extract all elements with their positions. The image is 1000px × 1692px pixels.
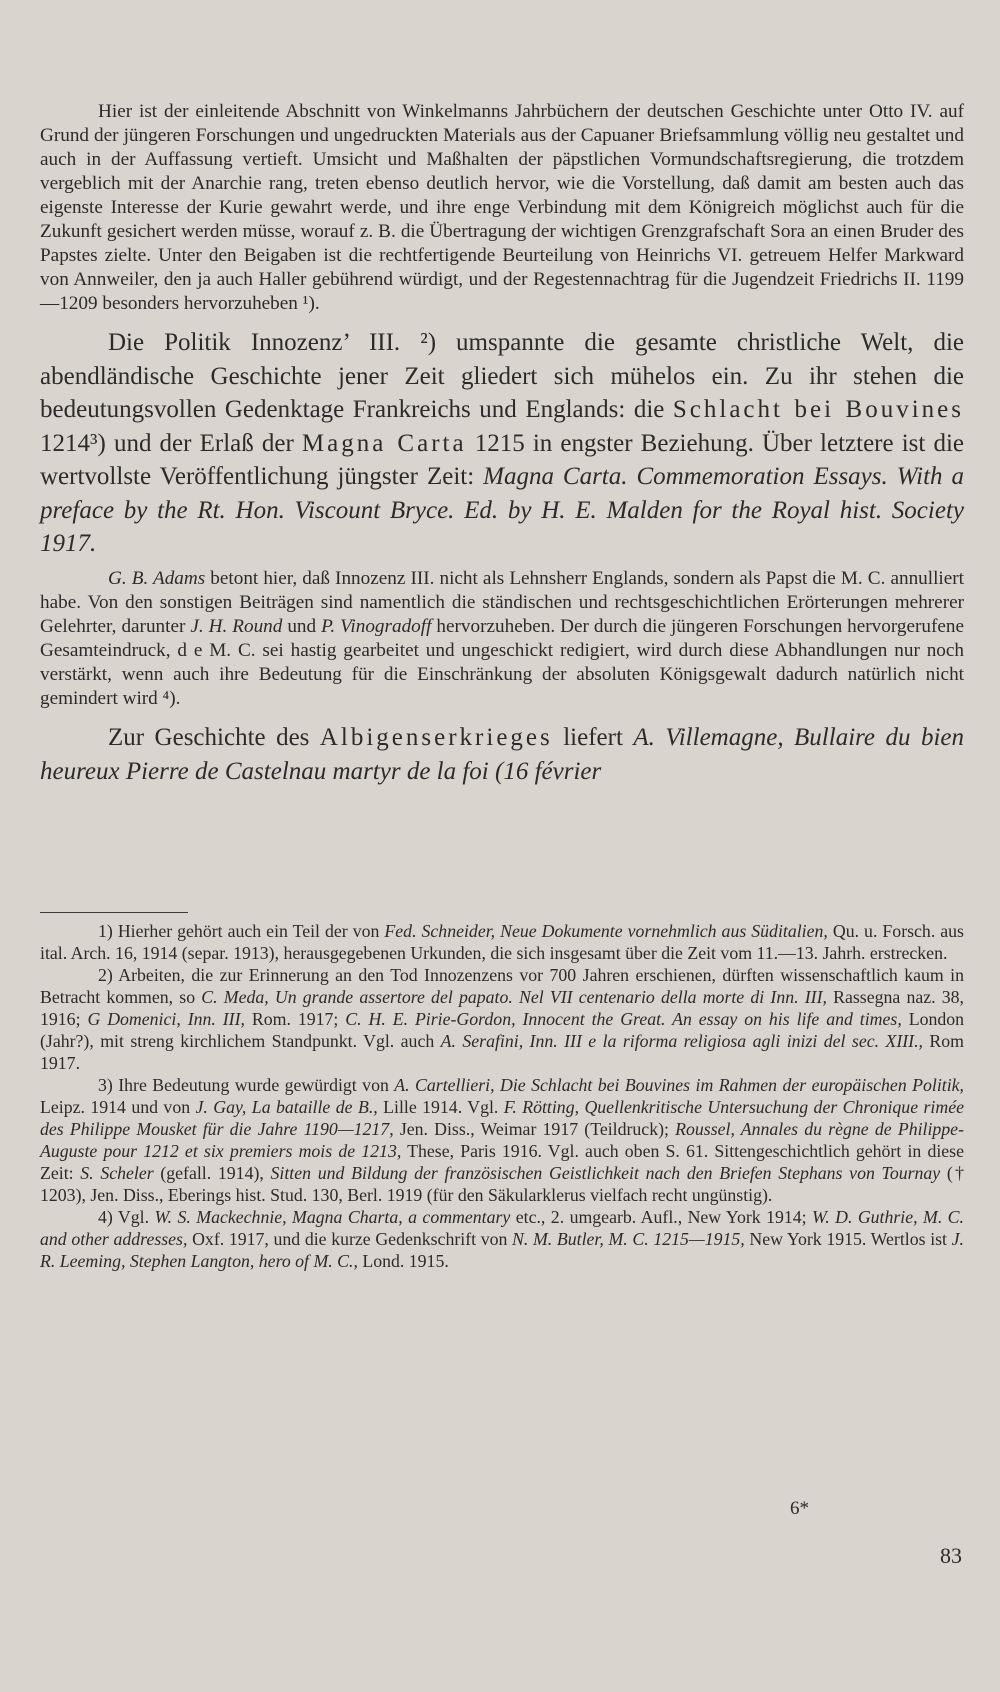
author-name: S. Scheler [80, 1163, 154, 1183]
paragraph-innozenz-politik [40, 326, 964, 561]
italic-citation: A. Villemagne, Bullaire du bien heureux Pierre de Castelnau martyr de la foi (16 février [40, 723, 964, 785]
text-run: Rom. 1917; [244, 1009, 346, 1029]
text-run: (gefall. 1914), [153, 1163, 271, 1183]
text-run: Oxf. 1917, und die kurze Gedenkschrift von [187, 1229, 513, 1249]
author-name: P. Vinogradoff [321, 615, 432, 637]
text-run: Leipz. 1914 und von [40, 1097, 196, 1117]
text-run: London (Jahr?), mit streng kirchlichem Standpunkt. Vgl. auch [40, 1009, 965, 1051]
italic-citation: Roussel, Annales du règne de Philippe-Auguste pour 1212 et six premiers mois de 1213, [40, 1119, 964, 1161]
italic-citation: Fed. Schneider, Neue Dokumente vornehmlich aus Süditalien, [384, 921, 828, 941]
text-run: Rassegna naz. 38, 1916; [40, 987, 964, 1029]
author-name: G. B. Adams [108, 567, 206, 589]
italic-citation: J. Gay, La bataille de B., [195, 1097, 378, 1117]
footnote-3 [40, 1074, 964, 1206]
text-run: 4) Vgl. [98, 1207, 155, 1227]
text-run: 1215 in engster Beziehung. Über letztere ist die wertvollste Veröffentlichung jüngster Zeit: [40, 429, 964, 490]
text-run: Lond. 1915. [357, 1251, 449, 1271]
text-run: Lille 1914. Vgl. [377, 1097, 504, 1117]
footnote-4 [40, 1206, 964, 1272]
italic-citation: J. R. Leeming, Stephen Langton, hero of M. C., [40, 1229, 964, 1271]
text-run: 1) Hierher gehört auch ein Teil der von [98, 921, 385, 941]
text-run: Zur Geschichte des [108, 723, 320, 751]
italic-citation: G Domenici, Inn. III, [87, 1009, 245, 1029]
paragraph-adams [40, 567, 964, 711]
text-run: († 1203), Jen. Diss., Eberings hist. Stud. 130, Berl. 1919 (für den Säkularklerus vielfach recht ungünstig). [40, 1163, 964, 1205]
paragraph-winkelmann-text: Hier ist der einleitende Abschnitt von Winkelmanns Jahrbüchern der deutschen Geschichte unter Otto IV. auf Grund der jüngeren Forschungen und ungedruckten Materials aus der Capuaner Briefsammlung völlig neu gestaltet und auch in der Auffassung vertieft. Umsicht und Maßhalten der päpstlichen Vormundschaftsregierung, die trotzdem vergeblich mit der Anarchie rang, treten ebenso deutlich hervor, wie die Vorstellung, daß damit am besten auch das eigenste Interesse der Kurie gewahrt werde, und ihre enge Verbindung mit dem Königreich möglichst auch für die Zukunft gesichert werden müsse, worauf z. B. die Übertragung der wichtigen Grenzgrafschaft Sora an einen Bruder des Papstes zielte. Unter den Beigaben ist die rechtfertigende Beurteilung von Heinrichs VI. getreuem Helfer Markward von Annweiler, den ja auch Haller gebührend würdigt, und der Regestennachtrag für die Jugendzeit Friedrichs II. 1199—1209 besonders hervorzuheben ¹). [40, 101, 964, 314]
text-run: Jen. Diss., Weimar 1917 (Teildruck); [393, 1119, 676, 1139]
spaced-term-albigenserkrieges: Albigenserkrieges [319, 723, 553, 751]
footnote-2 [40, 964, 964, 1074]
italic-citation: A. Cartellieri, Die Schlacht bei Bouvines im Rahmen der europäischen Politik, [394, 1075, 965, 1095]
text-run: betont hier, daß Innozenz III. nicht als Lehnsherr Englands, sondern als Papst die M. C. annulliert habe. Von den sonstigen Beiträgen sind namentlich die ständischen und rechtsgeschichtlichen Erörterungen mehrerer Gelehrter, darunter [40, 567, 964, 637]
main-text [40, 100, 964, 789]
footnote-divider [40, 912, 188, 913]
text-run: New York 1915. Wertlos ist [744, 1229, 952, 1249]
italic-citation: W. D. Guthrie, M. C. and other addresses, [40, 1207, 964, 1249]
italic-citation: N. M. Butler, M. C. 1215—1915, [512, 1229, 745, 1249]
spaced-term-magna-carta: Magna Carta [301, 429, 467, 457]
page-number: 83 [940, 1543, 962, 1568]
paragraph-albigenser [40, 721, 964, 789]
text-run: Qu. u. Forsch. aus ital. Arch. 16, 1914 (separ. 1913), herausgegebenen Urkunden, die sich insgesamt über die Zeit vom 11.—13. Jahrh. erstrecken. [40, 921, 964, 963]
italic-citation: Magna Carta. Commemoration Essays. With a preface by the Rt. Hon. Viscount Bryce. Ed. by H. E. Malden for the Royal hist. Society 1917. [40, 463, 965, 557]
italic-citation: Sitten und Bildung der französischen Geistlichkeit nach den Briefen Stephans von Tournay [270, 1163, 941, 1183]
italic-citation: C. H. E. Pirie-Gordon, Innocent the Great. An essay on his life and times, [345, 1009, 902, 1029]
italic-citation: F. Rötting, Quellenkritische Untersuchung der Chronique rimée des Philippe Mousket für die Jahre 1190—1217, [40, 1097, 964, 1139]
footnote-1 [40, 920, 964, 964]
signature-mark: 6* [790, 1498, 809, 1519]
italic-citation: W. S. Mackechnie, Magna Charta, a commentary [154, 1207, 511, 1227]
author-name: J. H. Round [190, 615, 283, 637]
text-run: 3) Ihre Bedeutung wurde gewürdigt von [98, 1075, 395, 1095]
text-run: Rom 1917. [40, 1031, 965, 1073]
text-run: These, Paris 1916. Vgl. auch oben S. 61. Sittengeschichtlich gehört in diese Zeit: [40, 1141, 964, 1183]
italic-citation: C. Meda, Un grande assertore del papato. Nel VII centenario della morte di Inn. III, [201, 987, 827, 1007]
paragraph-winkelmann [40, 100, 964, 316]
text-run: Die Politik Innozenz’ III. ²) umspannte die gesamte christliche Welt, die abendländische Geschichte jener Zeit gliedert sich mühelos ein. Zu ihr stehen die bedeutungsvollen Gedenktage Frankreichs und Englands: die [40, 329, 964, 423]
text-run: hervorzuheben. Der durch die jüngeren Forschungen hervorgerufene Gesamteindruck, d e M. C. sei hastig gearbeitet und ungeschickt redigiert, wird durch diese Abhandlungen nur noch verstärkt, wenn auch ihre Bedeutung für die Einschränkung der absoluten Königsgewalt dadurch natürlich nicht gemindert wird ⁴). [40, 615, 965, 709]
text-run: 1214³) und der Erlaß der [40, 429, 302, 457]
footnotes [40, 920, 964, 1272]
text-run: und [282, 615, 322, 637]
text-run: liefert [552, 723, 634, 751]
text-run: etc., 2. umgearb. Aufl., New York 1914; [510, 1207, 813, 1227]
italic-citation: A. Serafini, Inn. III e la riforma religiosa agli inizi del sec. XIII., [440, 1031, 923, 1051]
text-run: 2) Arbeiten, die zur Erinnerung an den Tod Innozenzens vor 700 Jahren erschienen, dürften wissenschaftlich kaum in Betracht kommen, so [40, 965, 964, 1007]
spaced-term-bouvines: Schlacht bei Bouvines [672, 396, 964, 423]
